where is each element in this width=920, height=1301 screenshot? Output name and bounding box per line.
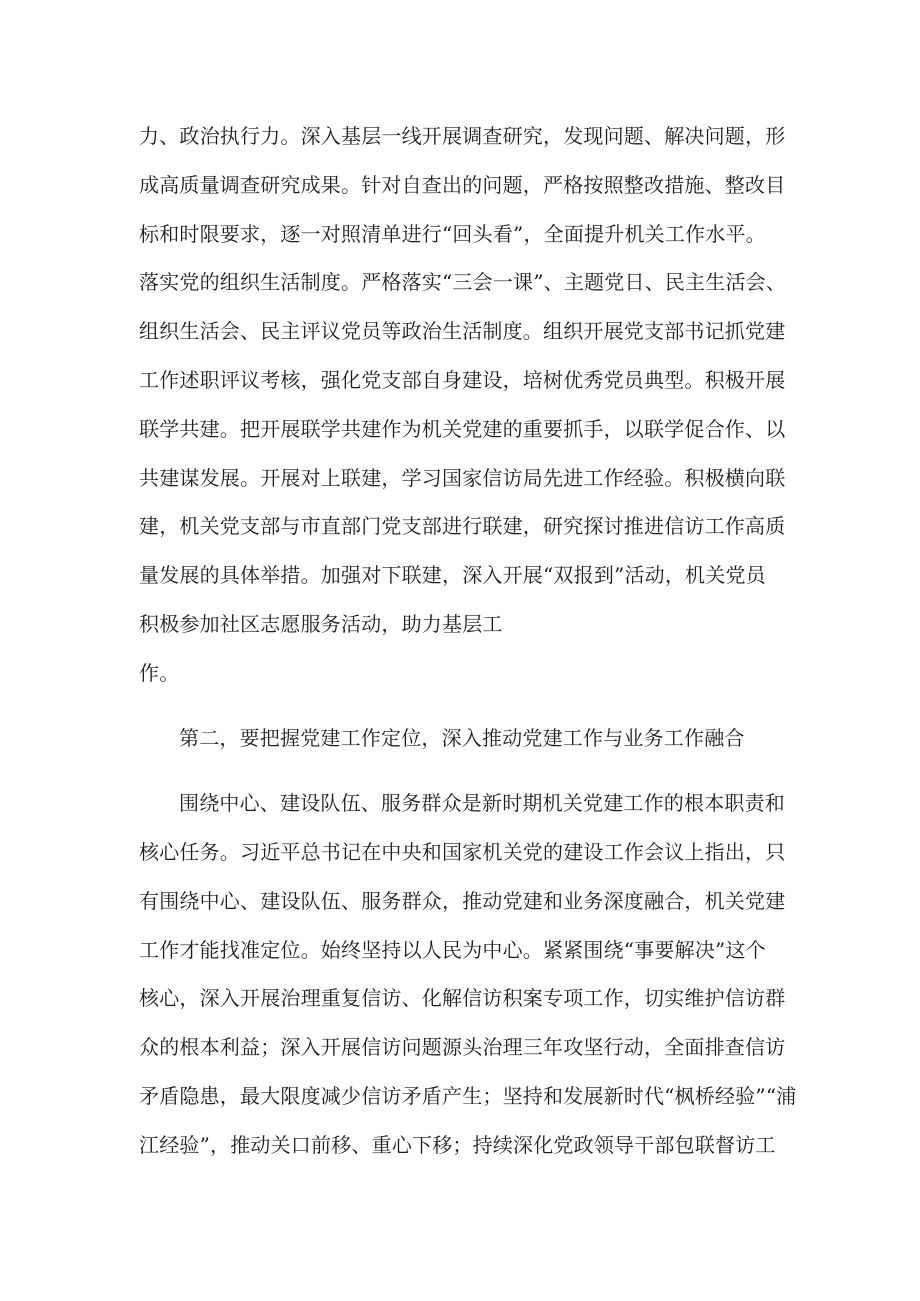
- paragraph-line: 落实党的组织生活制度。严格落实“三会一课”、主题党日、民主生活会、: [139, 270, 787, 294]
- paragraph-line: 江经验”，推动关口前移、重心下移；持续深化党政领导干部包联督访工: [139, 1133, 776, 1157]
- paragraph-line: 共建谋发展。开展对上联建，学习国家信访局先进工作经验。积极横向联: [139, 466, 786, 490]
- paragraph-line: 标和时限要求，逐一对照清单进行“回头看”，全面提升机关工作水平。: [139, 222, 766, 246]
- paragraph-line: 量发展的具体举措。加强对下联建，深入开展“双报到”活动，机关党员: [139, 563, 766, 587]
- paragraph-line: 工作述职评议考核，强化党支部自身建设，培树优秀党员典型。积极开展: [139, 368, 786, 392]
- paragraph-line: 核心，深入开展治理重复信访、化解信访积案专项工作，切实维护信访群: [139, 986, 786, 1010]
- paragraph-line: 矛盾隐患，最大限度减少信访矛盾产生；坚持和发展新时代“枫桥经验”“浦: [139, 1084, 797, 1108]
- paragraph-line: 众的根本利益；深入开展信访问题源头治理三年攻坚行动，全面排查信访: [139, 1035, 786, 1059]
- paragraph-line: 核心任务。习近平总书记在中央和国家机关党的建设工作会议上指出，只: [139, 840, 786, 864]
- paragraph-line: 有围绕中心、建设队伍、服务群众，推动党建和业务深度融合，机关党建: [139, 889, 786, 913]
- paragraph-line: 积极参加社区志愿服务活动，助力基层工: [139, 612, 503, 636]
- paragraph-line: 围绕中心、建设队伍、服务群众是新时期机关党建工作的根本职责和: [179, 791, 785, 815]
- paragraph-line: 工作才能找准定位。始终坚持以人民为中心。紧紧围绕“事要解决”这个: [139, 938, 766, 962]
- paragraph-line: 建，机关党支部与市直部门党支部进行联建，研究探讨推进信访工作高质: [139, 514, 786, 538]
- paragraph-line: 组织生活会、民主评议党员等政治生活制度。组织开展党支部书记抓党建: [139, 319, 786, 343]
- paragraph-line: 联学共建。把开展联学共建作为机关党建的重要抓手，以联学促合作、以: [139, 417, 786, 441]
- paragraph-line: 力、政治执行力。深入基层一线开展调查研究，发现问题、解决问题，形: [139, 124, 786, 148]
- section-heading: 第二，要把握党建工作定位，深入推动党建工作与业务工作融合: [179, 726, 745, 750]
- paragraph-line: 成高质量调查研究成果。针对自查出的问题，严格按照整改措施、整改目: [139, 173, 786, 197]
- paragraph-line: 作。: [139, 661, 180, 685]
